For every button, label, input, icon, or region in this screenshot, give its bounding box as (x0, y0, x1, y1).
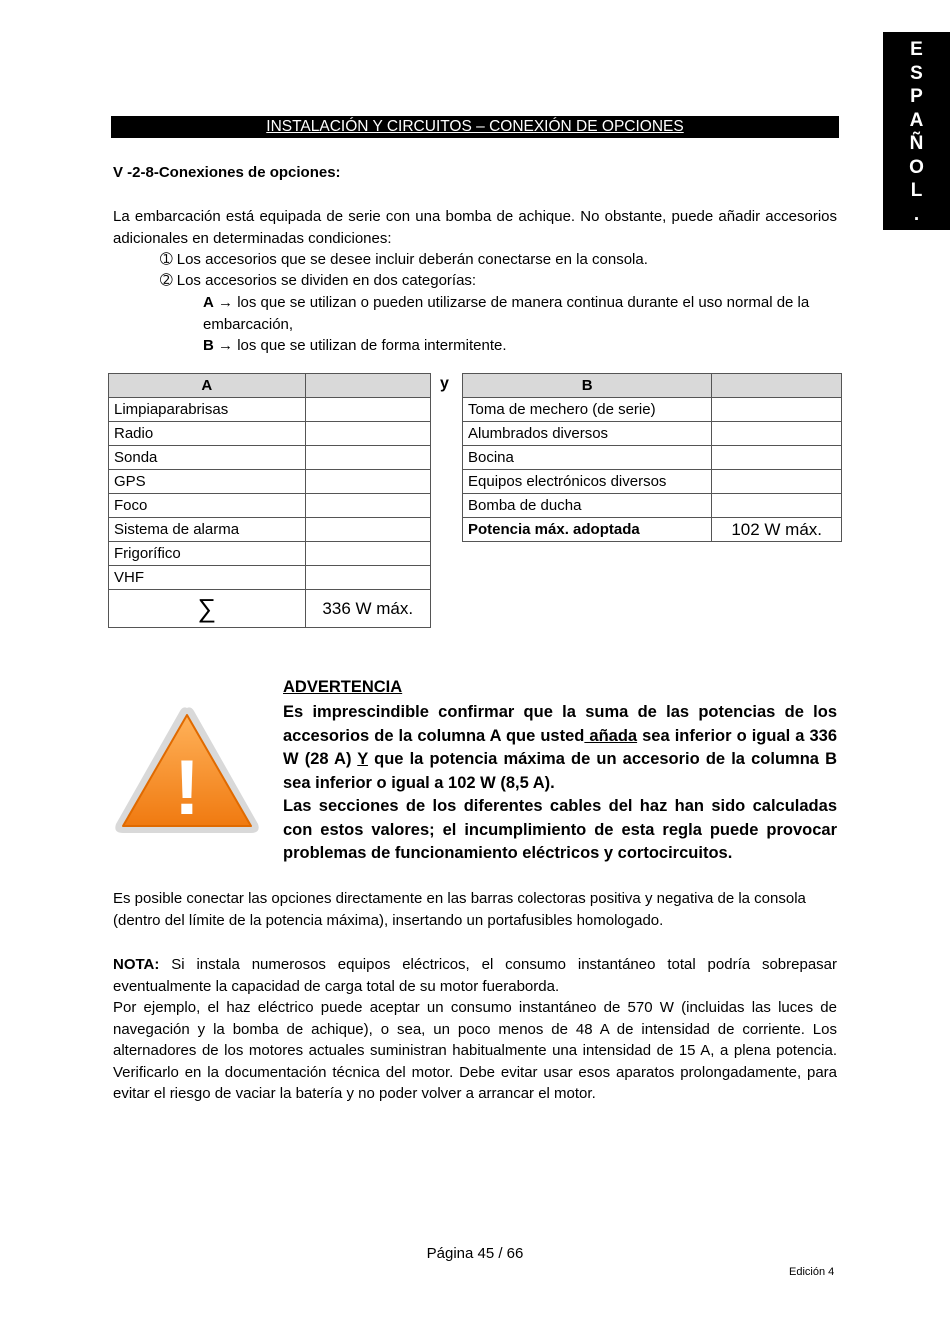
table-row (109, 518, 431, 542)
max-power-label: Potencia máx. adoptada (463, 518, 712, 542)
empty-cell (712, 398, 842, 422)
table-row (109, 398, 431, 422)
table-header-row (463, 374, 842, 398)
language-side-tab (883, 32, 950, 230)
side-tab-letter: A (909, 109, 924, 131)
warning-text: que la potencia máxima de un accesorio de la columna B sea inferior o igual a 102 W (8,5 A). (283, 750, 837, 792)
accessory-name: Bocina (463, 446, 712, 470)
side-tab-letter: P (910, 86, 923, 107)
warning-body (283, 701, 837, 866)
table-row (109, 422, 431, 446)
category-b-text: los que se utilizan de forma intermitente. (237, 337, 507, 354)
table-row (109, 446, 431, 470)
list-item-text: Los accesorios se dividen en dos categorías: (176, 272, 477, 289)
table-row (463, 446, 842, 470)
table-header-empty-cell (305, 374, 430, 398)
side-tab-letter: L (910, 180, 923, 201)
category-b-label: B (203, 337, 214, 354)
side-tab-letter: Ñ (909, 133, 924, 154)
table-b-header: B (463, 374, 712, 398)
page-number: Página 45 / 66 (426, 1245, 524, 1262)
table-row (463, 494, 842, 518)
empty-cell (305, 518, 430, 542)
accessory-name: Equipos electrónicos diversos (463, 470, 712, 494)
warning-text-underlined: añada (584, 726, 638, 745)
list-item-text: Los accesorios que se desee incluir deberán conectarse en la consola. (176, 251, 648, 268)
accessory-name: Frigorífico (109, 542, 306, 566)
arrow-right-icon: → (218, 337, 234, 354)
accessory-name: Sonda (109, 446, 306, 470)
side-tab-letter: O (909, 156, 924, 178)
empty-cell (305, 422, 430, 446)
table-a (108, 373, 431, 628)
sum-value: 336 W máx. (305, 590, 430, 628)
table-row (109, 566, 431, 590)
category-a-label: A (203, 294, 214, 311)
list-item (160, 270, 840, 292)
warning-text-underlined: Y (357, 750, 369, 768)
accessory-name: GPS (109, 470, 306, 494)
category-a-text: los que se utilizan o pueden utilizarse de manera continua durante el uso normal de la embarcación, (203, 294, 810, 333)
category-b-item (203, 335, 839, 357)
empty-cell (305, 446, 430, 470)
table-row (109, 494, 431, 518)
empty-cell (712, 446, 842, 470)
arrow-right-icon: → (218, 294, 234, 311)
empty-cell (712, 422, 842, 446)
example-paragraph: Por ejemplo, el haz eléctrico puede aceptar un consumo instantáneo de 570 W (incluidas las luces de navegación y la bomba de achique), o sea, un poco menos de 48 A de intensidad de corriente. Los alternadores de los motores actuales suministran habitualmente una intensidad de 15 A, a plena potencia. Verificarlo en la documentación técnica del motor. Debe evitar usar esos aparatos prolongadamente, para evitar el riesgo de vaciar la batería y no poder volver a arrancar el motor. (113, 999, 837, 1102)
max-power-row (463, 518, 842, 542)
page-title-bar (111, 116, 839, 138)
list-item (160, 249, 840, 271)
empty-cell (305, 566, 430, 590)
accessory-name: Toma de mechero (de serie) (463, 398, 712, 422)
warning-triangle-icon (111, 702, 263, 839)
warning-text: Es imprescindible confirmar que la suma de las potencias de los accesorios de la columna A que usted (283, 703, 837, 745)
accessory-name: Sistema de alarma (109, 518, 306, 542)
sigma-icon: ∑ (109, 590, 306, 628)
note-label: NOTA: (113, 956, 160, 973)
warning-text: sea inferior o igual a 336 W (28 A) (283, 726, 837, 768)
empty-cell (305, 470, 430, 494)
table-row (109, 542, 431, 566)
table-header-empty-cell (712, 374, 842, 398)
empty-cell (712, 470, 842, 494)
table-row (463, 470, 842, 494)
category-a-item (203, 292, 839, 335)
table-a-header: A (109, 374, 306, 398)
table-row (109, 470, 431, 494)
warning-text: Las secciones de los diferentes cables del haz han sido calculadas con estos valores; el incumplimiento de esta regla puede provocar problemas de funcionamiento eléctricos y cortocircuitos. (283, 797, 837, 862)
sum-row (109, 590, 431, 628)
table-row (463, 398, 842, 422)
section-heading: V -2-8-Conexiones de opciones: (113, 164, 341, 181)
empty-cell (305, 494, 430, 518)
accessory-name: Foco (109, 494, 306, 518)
warning-title: ADVERTENCIA (283, 678, 403, 696)
edition-label: Edición 4 (789, 1266, 835, 1278)
accessory-name: Radio (109, 422, 306, 446)
connection-paragraph: Es posible conectar las opciones directamente en las barras colectoras positiva y negativa de la consola (dentro del límite de la potencia máxima), insertando un portafusibles homologado. (113, 890, 806, 929)
number-1-icon: ➀ (160, 251, 173, 268)
empty-cell (712, 494, 842, 518)
empty-cell (305, 542, 430, 566)
table-header-row (109, 374, 431, 398)
accessory-name: VHF (109, 566, 306, 590)
accessory-name: Bomba de ducha (463, 494, 712, 518)
exclamation-mark: ! (174, 743, 200, 831)
table-b (462, 373, 842, 542)
empty-cell (305, 398, 430, 422)
page-title: INSTALACIÓN Y CIRCUITOS – CONEXIÓN DE OPCIONES (266, 118, 684, 135)
number-2-icon: ➁ (160, 272, 173, 289)
note-paragraph (113, 954, 837, 997)
side-tab-letter: S (910, 62, 923, 84)
accessory-name: Limpiaparabrisas (109, 398, 306, 422)
intro-paragraph: La embarcación está equipada de serie con una bomba de achique. No obstante, puede añadir accesorios adicionales en determinadas condiciones: (113, 208, 837, 247)
side-tab-letter: . (913, 203, 920, 225)
table-row (463, 422, 842, 446)
side-tab-letter: E (910, 39, 923, 60)
connector-y: y (440, 375, 449, 392)
max-power-value: 102 W máx. (712, 518, 842, 542)
note-text: Si instala numerosos equipos eléctricos, el consumo instantáneo total podría sobrepasar eventualmente la capacidad de carga total de su motor fueraborda. (113, 956, 837, 995)
accessory-name: Alumbrados diversos (463, 422, 712, 446)
